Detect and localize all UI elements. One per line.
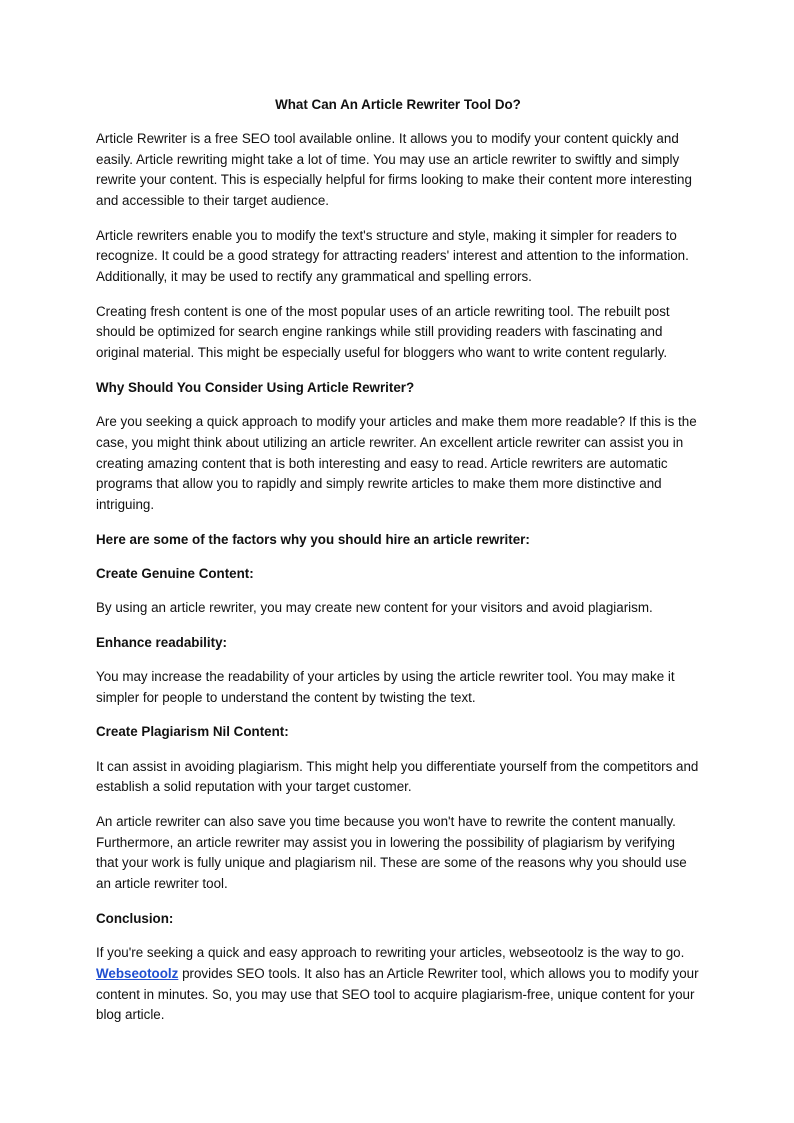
conclusion-text-end: provides SEO tools. It also has an Article Rewriter tool, which allows you to modify your content in minutes. So, you may use that SEO tool to acquire plagiarism-free, unique content for your blog article.	[96, 965, 699, 1023]
document-title: What Can An Article Rewriter Tool Do?	[275, 97, 521, 112]
paragraph-intro: Article Rewriter is a free SEO tool available online. It allows you to modify your content quickly and easily. Article rewriting might take a lot of time. You may use an article rewriter to swiftly and simply rewrite your content. This is especially helpful for firms looking to make their content more interesting and accessible to their target audience.	[96, 130, 692, 209]
paragraph-why: Are you seeking a quick approach to modify your articles and make them more readable? If this is the case, you might think about utilizing an article rewriter. An excellent article rewriter can assist you in creating amazing content that is both interesting and easy to read. Article rewriters are automatic programs that allow you to rapidly and simply rewrite articles to make them more distinctive and intriguing.	[96, 413, 697, 513]
heading-factors: Here are some of the factors why you should hire an article rewriter:	[96, 531, 530, 547]
paragraph-save-time: An article rewriter can also save you time because you won't have to rewrite the content manually. Furthermore, an article rewriter may assist you in lowering the possibility of plagiarism by verifying that your work is fully unique and plagiarism nil. These are some of the reasons why you should use an article rewriter tool.	[96, 813, 687, 892]
heading-enhance-readability: Enhance readability:	[96, 634, 227, 650]
heading-conclusion: Conclusion:	[96, 910, 174, 926]
paragraph-plagiarism: It can assist in avoiding plagiarism. This might help you differentiate yourself from the competitors and establish a solid reputation with your target customer.	[96, 758, 699, 795]
paragraph-conclusion	[96, 943, 700, 1026]
document-page	[96, 95, 700, 1040]
paragraph-readability: You may increase the readability of your articles by using the article rewriter tool. You may make it simpler for people to understand the content by twisting the text.	[96, 669, 675, 705]
conclusion-text-start: If you're seeking a quick and easy approach to rewriting your articles, webseotoolz is the way to go.	[96, 945, 685, 961]
webseotoolz-link[interactable]: Webseotoolz	[96, 965, 179, 981]
heading-why-consider: Why Should You Consider Using Article Rewriter?	[96, 379, 415, 395]
paragraph-genuine: By using an article rewriter, you may create new content for your visitors and avoid plagiarism.	[96, 600, 653, 616]
heading-genuine-content: Create Genuine Content:	[96, 565, 254, 581]
heading-plagiarism-nil: Create Plagiarism Nil Content:	[96, 724, 289, 740]
paragraph-fresh-content: Creating fresh content is one of the most popular uses of an article rewriting tool. The rebuilt post should be optimized for search engine rankings while still providing readers with fascinating and original material. This might be especially useful for bloggers who want to write content regularly.	[96, 303, 670, 361]
paragraph-structure: Article rewriters enable you to modify the text's structure and style, making it simpler for readers to recognize. It could be a good strategy for attracting readers' interest and attention to the information. Additionally, it may be used to rectify any grammatical and spelling errors.	[96, 227, 689, 285]
